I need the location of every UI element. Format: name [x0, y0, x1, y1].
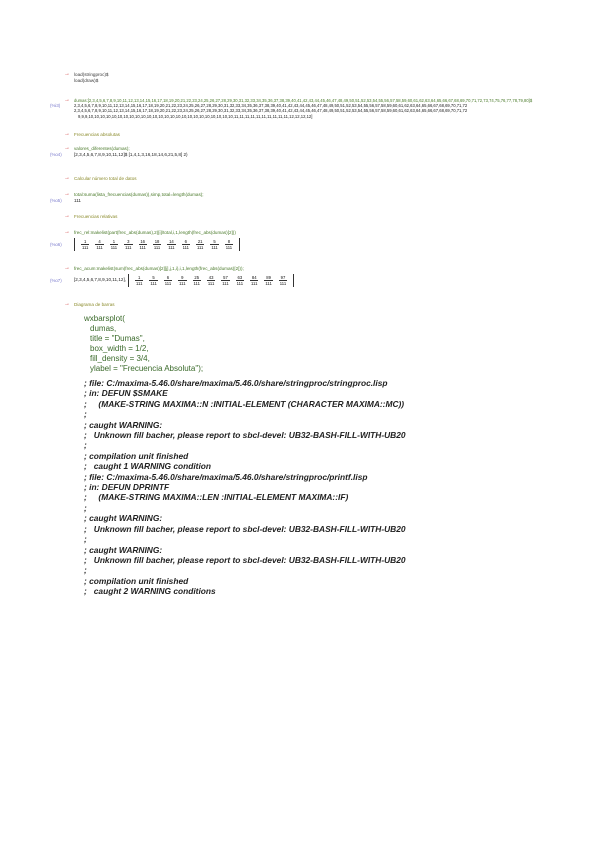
cell-arrow-icon: →	[64, 229, 70, 235]
fraction	[182, 239, 190, 250]
fraction-numerator: 25	[194, 274, 200, 280]
warning-line: ; file: C:/maxima-5.46.0/share/maxima/5.46.0/share/stringproc/stringproc.lisp	[84, 378, 388, 388]
output-line: 2,3,4,5,6,7,8,9,10,11,12,13,14,15,16,17,18,19,20,21,22,23,24,25,26,27,28,29,30,31,32,33,34,35,36,37,38,39,40,41,42,43,44,45,46,47,48,49,50,51,52,53,54,55,56,57,58,59,60,61,62,63,64,65,66,67,68,69,70,71,72	[74, 103, 468, 109]
warning-line: ;	[84, 534, 87, 545]
fraction-denominator: 111	[96, 244, 103, 250]
code-line: load(draw)$	[74, 77, 99, 83]
output-matrix	[74, 238, 554, 251]
output-label: (%o6)	[50, 242, 62, 247]
fraction-numerator: 97	[280, 274, 286, 280]
code-line: wxbarsplot(	[84, 314, 125, 323]
fraction	[225, 239, 233, 250]
warning-line: ; caught 2 WARNING conditions	[84, 586, 216, 597]
fraction-denominator: 111	[251, 280, 258, 286]
comment-text: Calcular número total de datos	[74, 176, 137, 181]
output-line: 111	[74, 197, 81, 203]
code-line: valores_diferentes(dumas);	[74, 146, 130, 151]
fraction-numerator: 3	[124, 239, 132, 245]
comment-text: Frecuencias absolutas	[74, 132, 120, 137]
code-line: dumas,	[90, 324, 117, 333]
fraction-numerator: 16	[140, 238, 146, 244]
input-cell-load[interactable]	[64, 71, 554, 83]
fraction-denominator: 111	[211, 244, 218, 250]
fraction	[81, 239, 89, 250]
fraction-denominator: 111	[125, 244, 132, 250]
input-cell-acum[interactable]	[50, 265, 554, 287]
warning-line: ; (MAKE-STRING MAXIMA::LEN :INITIAL-ELEMENT MAXIMA::IF)	[84, 492, 349, 503]
fraction-numerator: 8	[225, 239, 233, 245]
comment-text: Frecuencias relativas	[74, 214, 118, 219]
fraction-numerator: 1	[135, 275, 143, 281]
fraction-numerator: 63	[237, 274, 243, 280]
fraction-numerator: 1	[110, 239, 118, 245]
output-label: (%o5)	[50, 198, 62, 203]
code-line: fill_density = 3/4,	[90, 354, 150, 363]
fraction-numerator: 84	[251, 274, 257, 280]
fraction-denominator: 111	[110, 244, 118, 250]
fraction	[250, 275, 258, 286]
output-label: (%o4)	[50, 152, 62, 157]
cell-arrow-icon: →	[64, 175, 70, 181]
fraction	[135, 275, 143, 286]
warning-line: ; caught WARNING:	[84, 513, 163, 524]
warning-output	[84, 378, 564, 597]
comment-cell-abs[interactable]	[64, 131, 554, 138]
comment-cell-rel[interactable]	[64, 213, 554, 220]
code-line: frec_acum:makelist(sum(frec_abs(dumas)[2][j],j,1,i),i,1,length(frec_abs(dumas)[2]));	[74, 266, 244, 271]
output-line: [2,3,4,5,6,7,8,9,10,11,12]$ [1,4,1,3,16,18,14,6,21,5,8] 2)	[74, 151, 188, 157]
cell-arrow-icon: →	[64, 265, 70, 271]
fraction-denominator: 111	[225, 244, 233, 250]
input-cell-rel[interactable]	[50, 229, 554, 251]
fraction-numerator: 21	[197, 238, 203, 244]
code-line: dumas:[2,3,4,5,6,7,8,9,10,11,12,13,14,15,16,17,18,19,20,21,22,23,24,25,26,27,28,29,30,31,32,33,34,35,36,37,38,39,40,41,42,43,44,45,46,47,48,49,50,51,52,53,54,55,56,57,58,59,60,61,62,63,64,65,66,67,68,69,70,71,72,73,74,75,76,77,78,79,80]$	[74, 98, 533, 103]
warning-line: ; file: C:/maxima-5.46.0/share/maxima/5.46.0/share/stringproc/printf.lisp	[84, 471, 368, 482]
comment-cell-total[interactable]	[64, 175, 554, 182]
fraction-denominator: 111	[179, 280, 186, 286]
input-cell-dumas[interactable]	[50, 97, 554, 119]
warning-line: ; in: DEFUN DPRINTF	[84, 482, 170, 493]
cell-arrow-icon: →	[64, 301, 70, 307]
fraction	[207, 275, 215, 286]
code-line: frec_rel:makelist(part(frec_abs(dumas),2)[i]/total,i,1,length(frec_abs(dumas)[2]))	[74, 230, 236, 235]
cell-arrow-icon: →	[64, 145, 70, 151]
fraction-denominator: 111	[82, 244, 89, 250]
input-cell-values[interactable]	[50, 145, 554, 157]
warning-line: ; Unknown fill bacher, please report to sbcl-devel: UB32-BASH-FILL-WITH-UB20	[84, 554, 406, 565]
fraction-denominator: 111	[136, 280, 143, 286]
warning-line: ; caught WARNING:	[84, 419, 163, 430]
fraction-numerator: 6	[164, 275, 172, 281]
fraction-denominator: 111	[153, 244, 161, 250]
fraction-denominator: 111	[193, 280, 200, 286]
output-label: (%o7)	[50, 278, 62, 283]
fraction-denominator: 111	[168, 244, 175, 250]
fraction	[110, 239, 118, 250]
fraction-numerator: 9	[178, 275, 186, 281]
fraction	[193, 275, 201, 286]
warning-line: ; in: DEFUN $SMAKE	[84, 388, 168, 399]
barsplot-code[interactable]	[84, 314, 554, 374]
output-row	[74, 274, 554, 287]
code-line: title = "Dumas",	[90, 334, 145, 343]
fraction-denominator: 111	[236, 280, 244, 286]
output-line: 9,9,9,10,10,10,10,10,10,10,10,10,10,10,10,10,10,10,10,10,10,10,10,10,10,10,10,10,11,11,11,11,11,11,11,11,11,11,12,12,12,12]	[78, 113, 313, 119]
fraction	[264, 275, 272, 286]
code-line: load(stringproc)$	[74, 72, 109, 77]
fraction-numerator: 5	[149, 275, 157, 281]
fraction-denominator: 111	[207, 280, 215, 286]
fraction-denominator: 111	[164, 280, 172, 286]
fraction-denominator: 111	[139, 244, 146, 250]
fraction-matrix	[74, 238, 240, 251]
warning-line: ;	[84, 502, 87, 513]
cell-arrow-icon: →	[64, 191, 70, 197]
fraction-numerator: 14	[169, 238, 174, 244]
fraction-numerator: 6	[182, 239, 190, 245]
fraction-numerator: 4	[95, 239, 103, 245]
cell-arrow-icon: →	[64, 71, 70, 77]
code-line: total:suma(lista_frecuencias(dumas)),simp,total=length(dumas);	[74, 192, 204, 197]
comment-cell-bars[interactable]	[64, 301, 554, 308]
fraction-matrix	[128, 274, 294, 287]
warning-line: ;	[84, 409, 87, 420]
output-line: [2,3,4,5,6,7,8,9,10,11,12],	[74, 277, 127, 283]
code-line: ylabel = "Frecuencia Absoluta");	[90, 364, 204, 373]
fraction	[167, 239, 175, 250]
code-line: box_width = 1/2,	[90, 344, 149, 353]
fraction-numerator: 18	[154, 238, 160, 244]
fraction	[221, 275, 229, 286]
fraction	[178, 275, 186, 286]
warning-line: ; Unknown fill bacher, please report to sbcl-devel: UB32-BASH-FILL-WITH-UB20	[84, 523, 406, 534]
fraction-denominator: 111	[222, 280, 229, 286]
cell-arrow-icon: →	[64, 131, 70, 137]
warning-line: ; compilation unit finished	[84, 450, 189, 461]
warning-line: ; Unknown fill bacher, please report to sbcl-devel: UB32-BASH-FILL-WITH-UB20	[84, 430, 406, 441]
output-line: 2,3,4,5,6,7,8,9,10,11,12,13,14,15,16,17,18,19,20,21,22,23,24,25,26,27,28,29,30,31,32,33,34,35,36,37,38,39,40,41,42,43,44,45,46,47,48,49,50,51,52,53,54,55,56,57,58,59,60,61,62,63,64,65,66,67,68,69,70,71,72	[74, 108, 468, 114]
fraction-numerator: 43	[208, 274, 214, 280]
fraction-denominator: 111	[182, 244, 189, 250]
fraction	[164, 275, 172, 286]
fraction-numerator: 57	[223, 274, 228, 280]
comment-text: Diagrama de barras	[74, 302, 115, 307]
fraction	[279, 275, 287, 286]
fraction	[196, 239, 204, 250]
fraction	[95, 239, 103, 250]
fraction	[210, 239, 218, 250]
fraction-numerator: 1	[81, 239, 89, 245]
cell-arrow-icon: →	[64, 213, 70, 219]
fraction	[139, 239, 147, 250]
fraction-numerator: 89	[266, 274, 271, 280]
warning-line: ; caught WARNING:	[84, 544, 163, 555]
cell-arrow-icon: →	[64, 97, 70, 103]
fraction-denominator: 111	[150, 280, 157, 286]
fraction	[153, 239, 161, 250]
input-cell-total[interactable]	[50, 191, 554, 203]
warning-line: ;	[84, 440, 87, 451]
fraction-numerator: 5	[210, 239, 218, 245]
warning-line: ; compilation unit finished	[84, 575, 189, 586]
warning-line: ;	[84, 565, 87, 576]
fraction-denominator: 111	[265, 280, 272, 286]
fraction	[149, 275, 157, 286]
warning-line: ; caught 1 WARNING condition	[84, 461, 212, 472]
fraction-denominator: 111	[279, 280, 287, 286]
fraction	[124, 239, 132, 250]
warning-line: ; (MAKE-STRING MAXIMA::N :INITIAL-ELEMENT (CHARACTER MAXIMA::MC))	[84, 398, 405, 409]
fraction	[236, 275, 244, 286]
output-label: (%i3)	[50, 103, 61, 108]
fraction-denominator: 111	[197, 244, 204, 250]
